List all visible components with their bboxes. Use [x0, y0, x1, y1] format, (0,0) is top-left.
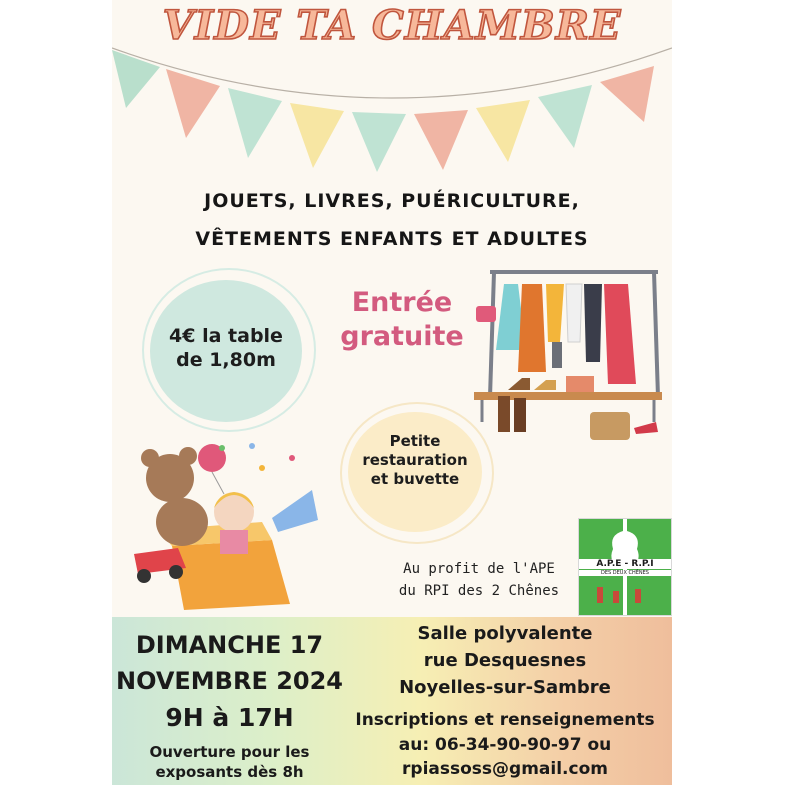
- table-price-text: [150, 325, 302, 373]
- food-line-1: Petite: [389, 432, 441, 450]
- info-strip: [112, 617, 672, 785]
- table-price-line-2: de 1,80m: [176, 348, 276, 371]
- contact-email[interactable]: rpiassoss@gmail.com: [402, 759, 608, 780]
- contact-info: [348, 708, 662, 782]
- pennant-flag: [352, 112, 406, 172]
- event-hours: 9H à 17H: [165, 703, 294, 732]
- logo-text-1: A.P.E - R.P.I: [579, 559, 671, 569]
- date-line-1: DIMANCHE 17: [135, 631, 324, 659]
- pennant-flag: [476, 100, 530, 162]
- exhibitor-opening-note: [112, 742, 347, 783]
- table-price-line-1: 4€ la table: [169, 325, 283, 347]
- toy-box-illustration: [122, 428, 332, 618]
- bunting-banner: [112, 30, 672, 190]
- free-entry-text: [312, 286, 492, 355]
- free-entry-line-2: gratuite: [340, 321, 464, 353]
- beneficiary-line-2: du RPI des 2 Chênes: [398, 582, 560, 599]
- venue-line-1: Salle polyvalente: [417, 623, 593, 644]
- contact-line-1: Inscriptions et renseignements: [355, 710, 655, 730]
- pennant-flag: [538, 85, 592, 148]
- pennant-flag: [600, 66, 654, 122]
- note-line-2: exposants dès 8h: [155, 763, 304, 782]
- beneficiary-text: [374, 559, 584, 602]
- event-date: [112, 627, 347, 699]
- pennant-flag: [414, 110, 468, 170]
- venue-address: [348, 620, 662, 701]
- logo-text-2: DES DEUX CHÊNES: [579, 570, 671, 576]
- poster-title: VIDE TA CHAMBRE: [162, 2, 622, 49]
- free-entry-line-1: Entrée: [351, 287, 453, 318]
- venue-line-3: Noyelles-sur-Sambre: [399, 677, 611, 698]
- clothes-rack-illustration: [468, 262, 668, 452]
- note-line-1: Ouverture pour les: [149, 743, 310, 761]
- pennant-flag: [166, 69, 220, 138]
- categories-line-1: JOUETS, LIVRES, PUÉRICULTURE,: [204, 190, 580, 212]
- food-line-2: restauration: [362, 450, 468, 469]
- ape-logo: [578, 518, 672, 616]
- pennant-flag: [112, 50, 160, 108]
- food-line-3: et buvette: [370, 469, 460, 488]
- date-line-2: NOVEMBRE 2024: [115, 667, 343, 695]
- pennant-flag: [290, 103, 344, 168]
- poster: [112, 0, 672, 785]
- categories-line-2: VÊTEMENTS ENFANTS ET ADULTES: [195, 228, 589, 250]
- beneficiary-line-1: Au profit de l'APE: [403, 561, 555, 577]
- contact-line-2: au: 06-34-90-90-97 ou: [398, 734, 612, 755]
- pennant-flag: [228, 88, 282, 158]
- venue-line-2: rue Desquesnes: [423, 650, 587, 671]
